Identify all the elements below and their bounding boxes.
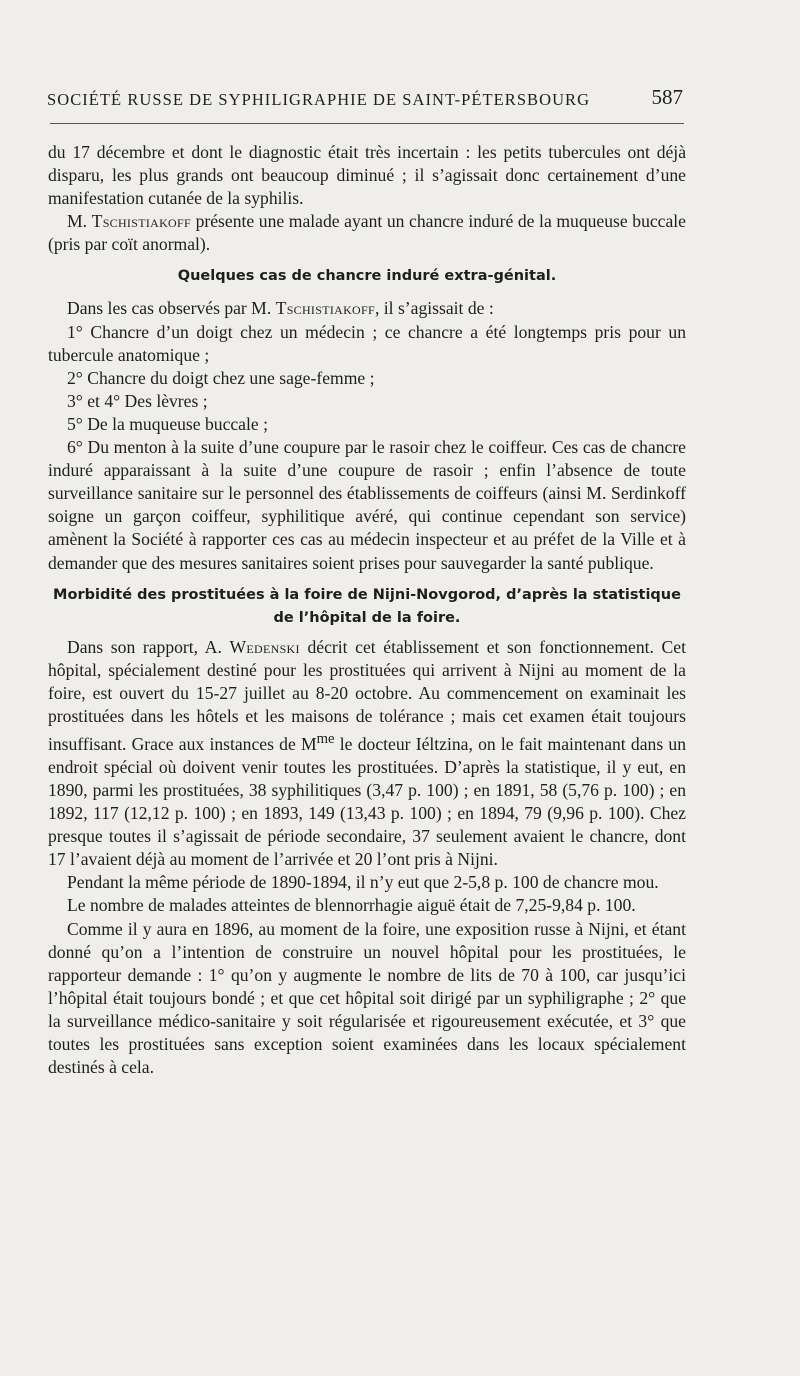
paragraph-text: décrit cet établissement et son fonctionnement. Cet hôpital, spécialement destiné pour les prostituées qui arrivent à Nijni au moment de la foire, est ouvert du 15-27 juillet au 8-20 octobre. Au commencement on examinait les prostituées dans les hôtels et les maisons de tolérance ; mais cet examen était toujours insuffisant. Grace aux instances de M	[48, 636, 686, 754]
list-item: 1° Chancre d’un doigt chez un médecin ; ce chancre a été longtemps pris pour un tubercule anatomique ;	[48, 321, 686, 365]
paragraph	[48, 297, 686, 320]
author-name: Tschistiakoff	[91, 211, 191, 232]
section-heading: Quelques cas de chancre induré extra-génital.	[177, 268, 557, 285]
paragraph	[48, 141, 686, 210]
paragraph: Pendant la même période de 1890-1894, il n’y eut que 2-5,8 p. 100 de chancre mou.	[67, 872, 659, 893]
paragraph: Le nombre de malades atteintes de blennorrhagie aiguë était de 7,25-9,84 p. 100.	[67, 895, 636, 916]
paragraph	[48, 636, 686, 872]
page-header	[47, 82, 685, 118]
author-name: Tschistiakoff	[275, 298, 375, 319]
section-heading: Morbidité des prostituées à la foire de Nijni-Novgorod, d’après la statistique de l’hôpital de la foire.	[53, 586, 681, 626]
list-item: 3° et 4° Des lèvres ;	[67, 390, 208, 411]
author-name: Wedenski	[229, 636, 300, 657]
superscript: me	[316, 730, 335, 747]
list-item: 6° Du menton à la suite d’une coupure par le rasoir chez le coiffeur. Ces cas de chancre induré apparaissant à la suite d’une coupure de rasoir ; enfin l’absence de toute surveillance sanitaire sur le personnel des établissements de coiffeurs (ainsi M. Serdinkoff soigne un garçon coiffeur, syphilitique avéré, qui continue cependant son service) amènent la Société à rapporter ces cas au médecin inspecteur et au préfet de la Ville et à demander que des mesures sanitaires soient prises pour sauvegarder la santé publique.	[48, 437, 686, 573]
paragraph-text: , il s’agissait de :	[374, 298, 494, 319]
paragraph-text: M.	[67, 211, 92, 232]
list-item: 5° De la muqueuse buccale ;	[67, 413, 268, 434]
running-head: SOCIÉTÉ RUSSE DE SYPHILIGRAPHIE DE SAINT-PÉTERSBOURG	[47, 90, 591, 109]
paragraph-text: Dans son rapport, A.	[67, 636, 230, 657]
paragraph-text: Dans les cas observés par M.	[67, 298, 276, 319]
body-text	[48, 141, 686, 1079]
paragraph-text: le docteur Iéltzina, on le fait maintenant dans un endroit spécial où doivent venir toutes les prostituées. D’après la statistique, il y eut, en 1890, parmi les prostituées, 38 syphilitiques (3,47 p. 100) ; en 1891, 58 (5,76 p. 100) ; en 1892, 117 (12,12 p. 100) ; en 1893, 149 (13,43 p. 100) ; en 1894, 79 (9,96 p. 100). Chez presque toutes il s’agissait de période secondaire, 37 seulement avaient le chancre, dont 17 l’avaient déjà au moment de l’arrivée et 20 l’ont pris à Nijni.	[48, 733, 686, 870]
paragraph-text: du 17 décembre et dont le diagnostic était très incertain : les petits tubercules ont déjà disparu, les plus grands ont beaucoup diminué ; il s’agissait donc certainement d’une manifestation cutanée de la syphilis.	[48, 142, 686, 209]
paragraph-text: présente une malade ayant un chancre induré de la muqueuse buccale (pris par coït anormal).	[48, 211, 686, 255]
header-rule	[50, 123, 684, 124]
page-number: 587	[651, 85, 683, 109]
paragraph	[48, 210, 686, 256]
list-item: 2° Chancre du doigt chez une sage-femme ;	[67, 367, 375, 388]
paragraph: Comme il y aura en 1896, au moment de la foire, une exposition russe à Nijni, et étant donné qu’on a l’intention de construire un nouvel hôpital pour les prostituées, le rapporteur demande : 1° qu’on y augmente le nombre de lits de 70 à 100, car jusqu’ici l’hôpital était toujours bondé ; et que cet hôpital soit dirigé par un syphiligraphe ; 2° que la surveillance médico-sanitaire y soit régularisée et rigoureusement exécutée, et 3° que toutes les prostituées sans exception soient examinées dans les locaux spécialement destinés à cela.	[48, 918, 686, 1078]
